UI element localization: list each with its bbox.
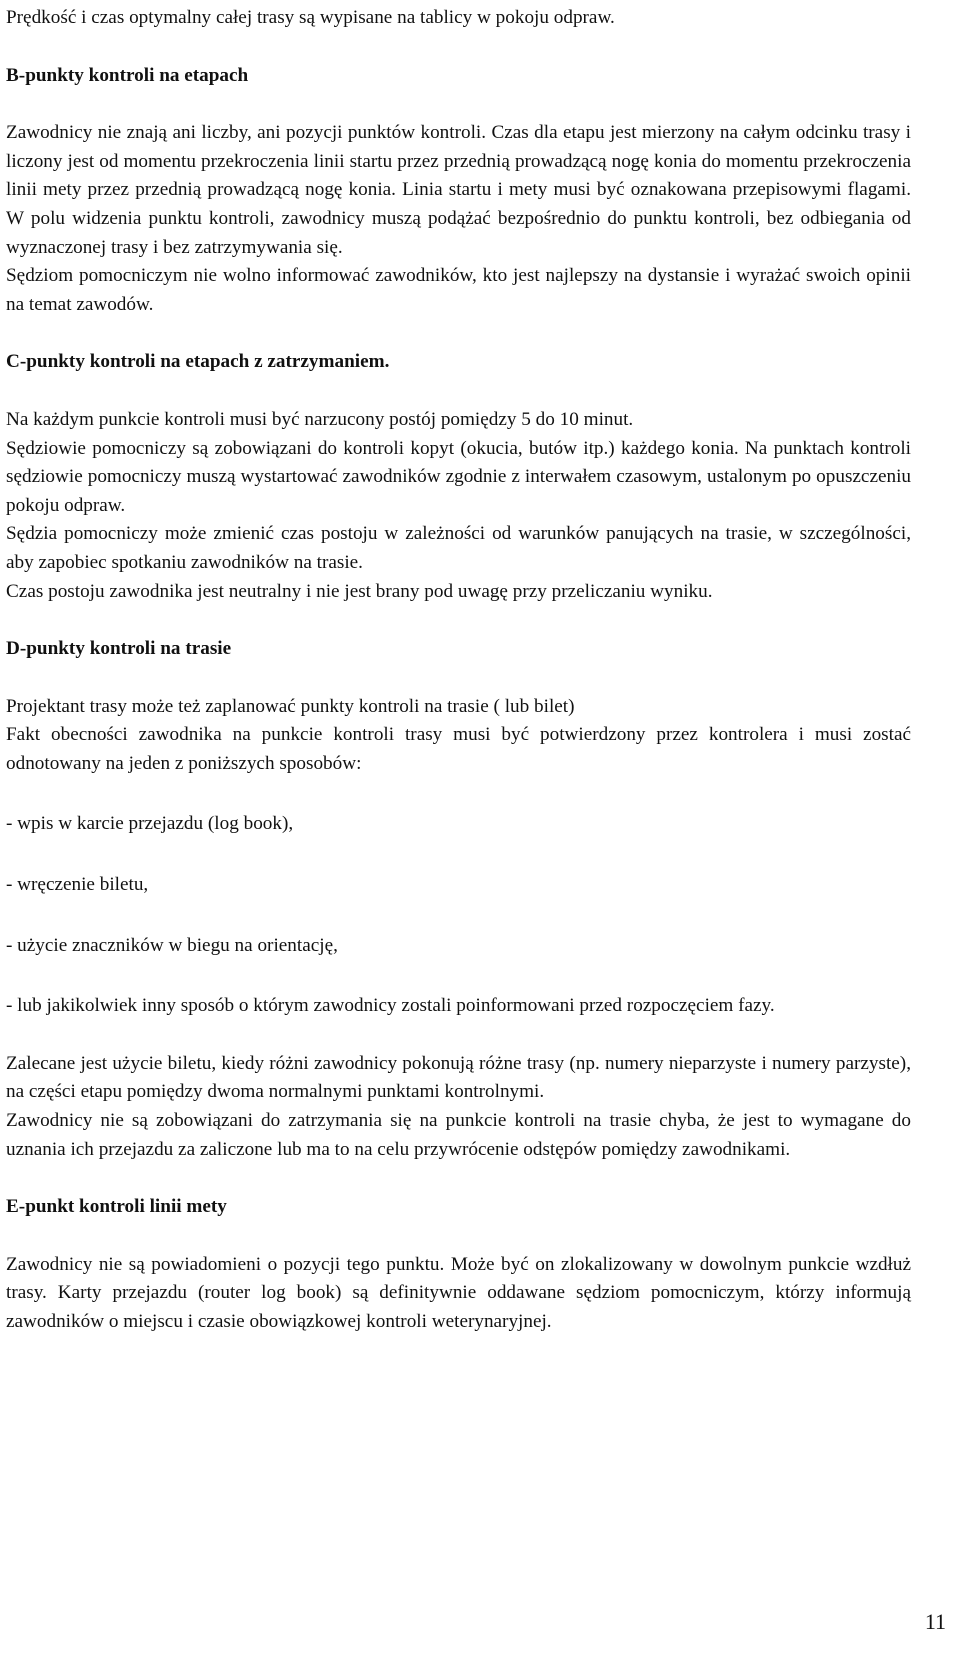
section-b-paragraph-1: Zawodnicy nie znają ani liczby, ani pozycji punktów kontroli. Czas dla etapu jest mierzony na całym odcinku trasy i liczony jest od momentu przekroczenia linii startu przez przednią prowadzącą nogę konia do momentu przekroczenia linii mety przez przednią prowadzącą nogę konia. Linia startu i mety musi być oznakowana przepisowymi flagami. W polu widzenia punktu kontroli, zawodnicy muszą podążać bezpośrednio do punktu kontroli, bez odbiegania od wyznaczonej trasy i bez zatrzymywania się. — [6, 122, 911, 258]
section-c-paragraph-1: Na każdym punkcie kontroli musi być narzucony postój pomiędzy 5 do 10 minut. — [6, 408, 634, 430]
section-d-heading: D-punkty kontroli na trasie — [6, 638, 232, 660]
section-c-paragraph-3: Sędzia pomocniczy może zmienić czas postoju w zależności od warunków panujących na trasie, w szczególności, aby zapobiec spotkaniu zawodników na trasie. — [6, 523, 911, 573]
list-item: - lub jakikolwiek inny sposób o którym zawodnicy zostali poinformowani przed rozpoczęciem fazy. — [6, 995, 775, 1017]
section-d-paragraph-2: Fakt obecności zawodnika na punkcie kontroli trasy musi być potwierdzony przez kontrolera i musi zostać odnotowany na jeden z poniższych sposobów: — [6, 724, 911, 774]
section-d-paragraph-1: Projektant trasy może też zaplanować punkty kontroli na trasie ( lub bilet) — [6, 695, 575, 717]
document-page — [6, 0, 911, 1337]
section-d-paragraph-4: Zawodnicy nie są zobowiązani do zatrzymania się na punkcie kontroli na trasie chyba, że jest to wymagane do uznania ich przejazdu za zaliczone lub ma to na celu przywrócenie odstępów pomiędzy zawodnikami. — [6, 1110, 911, 1160]
section-c-heading: C-punkty kontroli na etapach z zatrzymaniem. — [6, 351, 390, 373]
section-c-paragraph-4: Czas postoju zawodnika jest neutralny i nie jest brany pod uwagę przy przeliczaniu wyniku. — [6, 580, 713, 602]
intro-paragraph: Prędkość i czas optymalny całej trasy są wypisane na tablicy w pokoju odpraw. — [6, 7, 615, 28]
list-item: - wpis w karcie przejazdu (log book), — [6, 813, 294, 835]
section-c-paragraph-2: Sędziowie pomocniczy są zobowiązani do kontroli kopyt (okucia, butów itp.) każdego konia. Na punktach kontroli sędziowie pomocniczy muszą wystartować zawodników zgodnie z interwałem czasowym, ustalonym po opuszczeniu pokoju odpraw. — [6, 437, 911, 516]
page-number: 11 — [924, 1609, 946, 1634]
list-item: - użycie znaczników w biegu na orientację, — [6, 934, 338, 956]
section-e-paragraph-1: Zawodnicy nie są powiadomieni o pozycji tego punktu. Może być on zlokalizowany w dowolnym punkcie wzdłuż trasy. Karty przejazdu (router log book) są definitywnie oddawane sędziom pomocniczym, którzy informują zawodników o miejscu i czasie obowiązkowej kontroli weterynaryjnej. — [6, 1253, 911, 1332]
section-b-paragraph-2: Sędziom pomocniczym nie wolno informować zawodników, kto jest najlepszy na dystansie i wyrażać swoich opinii na temat zawodów. — [6, 265, 911, 315]
section-e-heading: E-punkt kontroli linii mety — [6, 1196, 227, 1218]
section-b-heading: B-punkty kontroli na etapach — [6, 64, 249, 86]
section-d-paragraph-3: Zalecane jest użycie biletu, kiedy różni zawodnicy pokonują różne trasy (np. numery nieparzyste i numery parzyste), na części etapu pomiędzy dwoma normalnymi punktami kontrolnymi. — [6, 1052, 911, 1103]
list-item: - wręczenie biletu, — [6, 874, 149, 896]
